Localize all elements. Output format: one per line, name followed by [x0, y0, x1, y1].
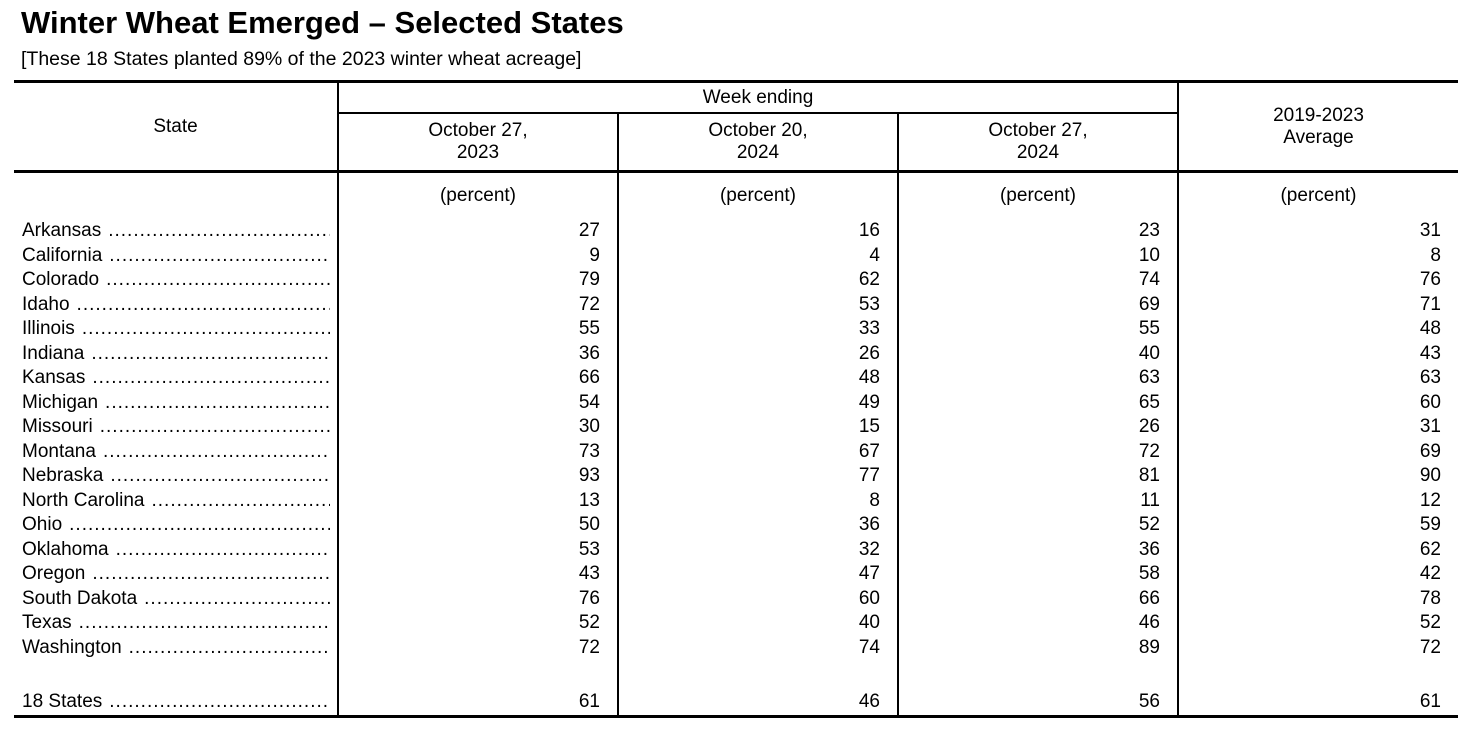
- value-cell: 60: [617, 587, 897, 612]
- table-row: [14, 538, 1458, 563]
- average-line-1: 2019-2023: [1273, 104, 1364, 126]
- value-cell: 8: [617, 489, 897, 514]
- value-cell: 13: [337, 489, 617, 514]
- column-header-oct-27-2024: [897, 114, 1177, 170]
- dot-leader: [116, 538, 330, 563]
- value-cell: 53: [337, 538, 617, 563]
- state-label: Ohio: [22, 514, 63, 535]
- value-cell: 40: [617, 611, 897, 636]
- spacer-cell: [897, 660, 1177, 688]
- value-cell: 93: [337, 464, 617, 489]
- dot-leader: [91, 342, 330, 367]
- value-cell: 16: [617, 219, 897, 244]
- state-cell: [14, 440, 337, 465]
- unit-label: (percent): [337, 173, 617, 219]
- table-row: [14, 415, 1458, 440]
- dot-leader: [105, 391, 330, 416]
- value-cell: 66: [337, 366, 617, 391]
- value-cell: 8: [1177, 244, 1458, 269]
- total-row: [14, 688, 1458, 715]
- unit-label: (percent): [617, 173, 897, 219]
- dot-leader: [109, 244, 330, 269]
- state-cell: [14, 538, 337, 563]
- unit-cell-empty: [14, 173, 337, 219]
- value-cell: 72: [897, 440, 1177, 465]
- state-column-header: State: [153, 115, 198, 137]
- value-cell: 74: [617, 636, 897, 661]
- dot-leader: [144, 587, 330, 612]
- table-row: [14, 342, 1458, 367]
- value-cell: 72: [1177, 636, 1458, 661]
- value-cell: 61: [337, 688, 617, 715]
- state-cell: [14, 268, 337, 293]
- value-cell: 26: [617, 342, 897, 367]
- state-cell: [14, 688, 337, 715]
- state-cell: [14, 366, 337, 391]
- value-cell: 32: [617, 538, 897, 563]
- column-header-oct-20-2024: [617, 114, 897, 170]
- value-cell: 69: [1177, 440, 1458, 465]
- state-label: South Dakota: [22, 587, 138, 609]
- unit-row: [14, 173, 1458, 219]
- table-row: [14, 440, 1458, 465]
- value-cell: 9: [337, 244, 617, 269]
- state-label: Indiana: [22, 342, 85, 364]
- table-row: [14, 317, 1458, 342]
- column-header-oct-27-2023: [337, 114, 617, 170]
- date-line-1: October 27,: [428, 120, 528, 141]
- page-title: Winter Wheat Emerged – Selected States: [21, 5, 624, 40]
- table-row: [14, 611, 1458, 636]
- value-cell: 71: [1177, 293, 1458, 318]
- value-cell: 52: [897, 513, 1177, 538]
- table-header: [14, 83, 1458, 173]
- state-label: Oklahoma: [22, 538, 109, 560]
- state-label: Kansas: [22, 367, 86, 388]
- dot-leader: [109, 688, 330, 715]
- value-cell: 48: [1177, 317, 1458, 342]
- value-cell: 43: [337, 562, 617, 587]
- value-cell: 48: [617, 366, 897, 391]
- value-cell: 76: [1177, 268, 1458, 293]
- date-line-1: October 27,: [988, 120, 1088, 141]
- value-cell: 27: [337, 219, 617, 244]
- state-cell: [14, 244, 337, 269]
- value-cell: 62: [1177, 538, 1458, 563]
- value-cell: 53: [617, 293, 897, 318]
- date-line-2: 2024: [1016, 142, 1060, 163]
- value-cell: 4: [617, 244, 897, 269]
- value-cell: 58: [897, 562, 1177, 587]
- table-row: [14, 489, 1458, 514]
- value-cell: 31: [1177, 219, 1458, 244]
- dot-leader: [69, 513, 330, 538]
- state-cell: [14, 587, 337, 612]
- state-label: Oregon: [22, 563, 86, 584]
- state-cell: [14, 513, 337, 538]
- table-row: [14, 562, 1458, 587]
- table-row: [14, 219, 1458, 244]
- value-cell: 23: [897, 219, 1177, 244]
- date-line-2: 2023: [456, 142, 500, 163]
- date-line-1: October 20,: [708, 120, 808, 141]
- value-cell: 40: [897, 342, 1177, 367]
- value-cell: 63: [1177, 366, 1458, 391]
- state-label: Washington: [22, 636, 122, 658]
- dot-leader: [82, 317, 330, 342]
- dot-leader: [152, 489, 331, 514]
- state-cell: [14, 219, 337, 244]
- value-cell: 54: [337, 391, 617, 416]
- value-cell: 50: [337, 513, 617, 538]
- state-cell: [14, 611, 337, 636]
- column-header-average: [1177, 83, 1458, 170]
- value-cell: 36: [617, 513, 897, 538]
- value-cell: 74: [897, 268, 1177, 293]
- spacer-cell: [617, 660, 897, 688]
- state-label: Idaho: [22, 293, 70, 315]
- value-cell: 46: [617, 688, 897, 715]
- spacer-cell: [337, 660, 617, 688]
- spacer-cell: [14, 660, 337, 688]
- state-label: 18 States: [22, 691, 103, 712]
- state-label: North Carolina: [22, 489, 145, 511]
- value-cell: 67: [617, 440, 897, 465]
- table-row: [14, 366, 1458, 391]
- value-cell: 76: [337, 587, 617, 612]
- spacer-row: [14, 660, 1458, 688]
- report-page: [0, 5, 1472, 744]
- value-cell: 59: [1177, 513, 1458, 538]
- table-row: [14, 268, 1458, 293]
- dot-leader: [92, 366, 330, 391]
- value-cell: 11: [897, 489, 1177, 514]
- value-cell: 43: [1177, 342, 1458, 367]
- state-cell: [14, 464, 337, 489]
- dot-leader: [92, 562, 330, 587]
- state-cell: [14, 342, 337, 367]
- value-cell: 72: [337, 636, 617, 661]
- date-line-2: 2024: [736, 142, 780, 163]
- value-cell: 62: [617, 268, 897, 293]
- state-label: Michigan: [22, 391, 99, 413]
- table-row: [14, 391, 1458, 416]
- value-cell: 89: [897, 636, 1177, 661]
- value-cell: 61: [1177, 688, 1458, 715]
- value-cell: 12: [1177, 489, 1458, 514]
- state-cell: [14, 415, 337, 440]
- state-label: California: [22, 244, 103, 266]
- value-cell: 55: [337, 317, 617, 342]
- value-cell: 46: [897, 611, 1177, 636]
- state-label: Colorado: [22, 269, 100, 290]
- dot-leader: [108, 219, 330, 244]
- unit-label: (percent): [897, 173, 1177, 219]
- dot-leader: [100, 415, 330, 440]
- state-label: Montana: [22, 440, 96, 462]
- value-cell: 69: [897, 293, 1177, 318]
- value-cell: 30: [337, 415, 617, 440]
- dot-leader: [103, 440, 330, 465]
- table-row: [14, 513, 1458, 538]
- state-label: Nebraska: [22, 465, 104, 486]
- state-label: Missouri: [22, 416, 93, 437]
- value-cell: 63: [897, 366, 1177, 391]
- value-cell: 33: [617, 317, 897, 342]
- value-cell: 26: [897, 415, 1177, 440]
- value-cell: 47: [617, 562, 897, 587]
- page-subtitle: [These 18 States planted 89% of the 2023 winter wheat acreage]: [21, 48, 582, 70]
- state-label: Illinois: [22, 318, 75, 339]
- unit-label: (percent): [1177, 173, 1458, 219]
- table-row: [14, 636, 1458, 661]
- value-cell: 36: [337, 342, 617, 367]
- value-cell: 77: [617, 464, 897, 489]
- table-row: [14, 587, 1458, 612]
- dot-leader: [110, 464, 330, 489]
- value-cell: 10: [897, 244, 1177, 269]
- state-cell: [14, 293, 337, 318]
- state-label: Arkansas: [22, 220, 102, 241]
- value-cell: 56: [897, 688, 1177, 715]
- state-cell: [14, 317, 337, 342]
- state-cell: [14, 489, 337, 514]
- value-cell: 78: [1177, 587, 1458, 612]
- winter-wheat-emerged-table: [14, 80, 1458, 718]
- value-cell: 90: [1177, 464, 1458, 489]
- state-cell: [14, 636, 337, 661]
- value-cell: 72: [337, 293, 617, 318]
- week-ending-header: Week ending: [337, 83, 1177, 114]
- table-row: [14, 244, 1458, 269]
- value-cell: 60: [1177, 391, 1458, 416]
- spacer-cell: [1177, 660, 1458, 688]
- state-cell: [14, 391, 337, 416]
- dot-leader: [129, 636, 330, 661]
- value-cell: 81: [897, 464, 1177, 489]
- value-cell: 79: [337, 268, 617, 293]
- value-cell: 31: [1177, 415, 1458, 440]
- value-cell: 73: [337, 440, 617, 465]
- dot-leader: [106, 268, 330, 293]
- table-row: [14, 464, 1458, 489]
- table-body: [14, 219, 1458, 660]
- average-line-2: Average: [1283, 126, 1354, 148]
- value-cell: 15: [617, 415, 897, 440]
- value-cell: 55: [897, 317, 1177, 342]
- value-cell: 52: [1177, 611, 1458, 636]
- table-row: [14, 293, 1458, 318]
- state-label: Texas: [22, 612, 72, 633]
- value-cell: 65: [897, 391, 1177, 416]
- value-cell: 52: [337, 611, 617, 636]
- value-cell: 42: [1177, 562, 1458, 587]
- dot-leader: [79, 611, 330, 636]
- value-cell: 66: [897, 587, 1177, 612]
- value-cell: 36: [897, 538, 1177, 563]
- dot-leader: [77, 293, 330, 318]
- value-cell: 49: [617, 391, 897, 416]
- state-cell: [14, 562, 337, 587]
